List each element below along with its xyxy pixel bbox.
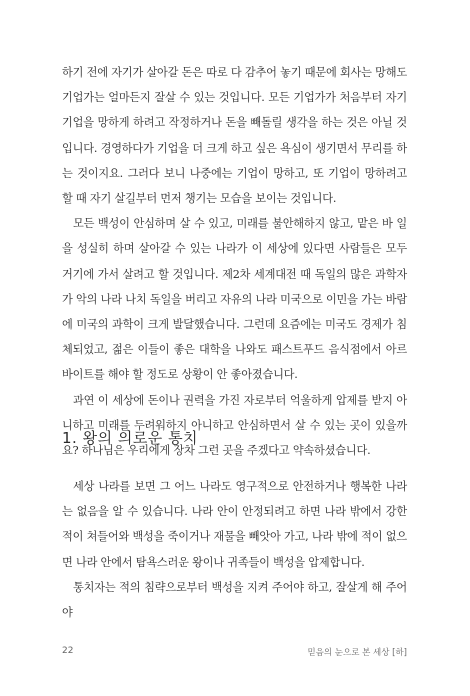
paragraph: 하기 전에 자기가 살아갈 돈은 따로 다 감추어 놓기 때문에 회사는 망해도 기업가는 얼마든지 잘살 수 있는 것입니다. 모든 기업가가 처음부터 자기 기업을 망하게 하려고 작정하거나 돈을 빼돌릴 생각을 하는 것은 아닐 것입니다. 경영하다가 기업을 더 크게 하고 싶은 욕심이 생기면서 무리를 하는 것이지요. 그러다 보니 나중에는 기업이 망하고, 또 기업이 망하려고 할 때 자기 살길부터 먼저 챙기는 모습을 보이는 것입니다. [62,66,407,206]
body-text [62,60,407,463]
section-text [62,474,407,625]
paragraph: 과연 이 세상에 돈이나 권력을 가진 자로부터 억울하게 압제를 받지 아니하고 미래를 두려워하지 아니하고 안심하면서 살 수 있는 곳이 있을까요? 하나님은 우리에게 장차 그런 곳을 주겠다고 약속하셨습니다. [62,393,407,458]
running-footer-title: 믿음의 눈으로 본 세상 [하] [307,648,407,658]
section-heading: 1. 왕의 의로운 통치 [62,429,199,447]
paragraph: 세상 나라를 보면 그 어느 나라도 영구적으로 안전하거나 행복한 나라는 없음을 알 수 있습니다. 나라 안이 안정되려고 하면 나라 밖에서 강한 적이 쳐들어와 백성을 죽이거나 재물을 빼앗아 가고, 나라 밖에 적이 없으면 나라 안에서 탐욕스러운 왕이나 귀족들이 백성을 압제합니다. [62,480,407,569]
paragraph: 통치자는 적의 침략으로부터 백성을 지켜 주어야 하고, 잘살게 해 주어야 [62,580,407,620]
paragraph: 모든 백성이 안심하며 살 수 있고, 미래를 불안해하지 않고, 맡은 바 일을 성실히 하며 살아갈 수 있는 나라가 이 세상에 있다면 사람들은 모두 거기에 가서 살려고 할 것입니다. 제2차 세계대전 때 독일의 많은 과학자가 악의 나라 나치 독일을 버리고 자유의 나라 미국으로 이민을 가는 바람에 미국의 과학이 크게 발달했습니다. 그런데 요즘에는 미국도 경제가 침체되었고, 젊은 이들이 좋은 대학을 나와도 패스트푸드 음식점에서 아르바이트를 해야 할 정도로 상황이 안 좋아졌습니다. [62,217,407,382]
page-number: 22 [62,646,74,656]
